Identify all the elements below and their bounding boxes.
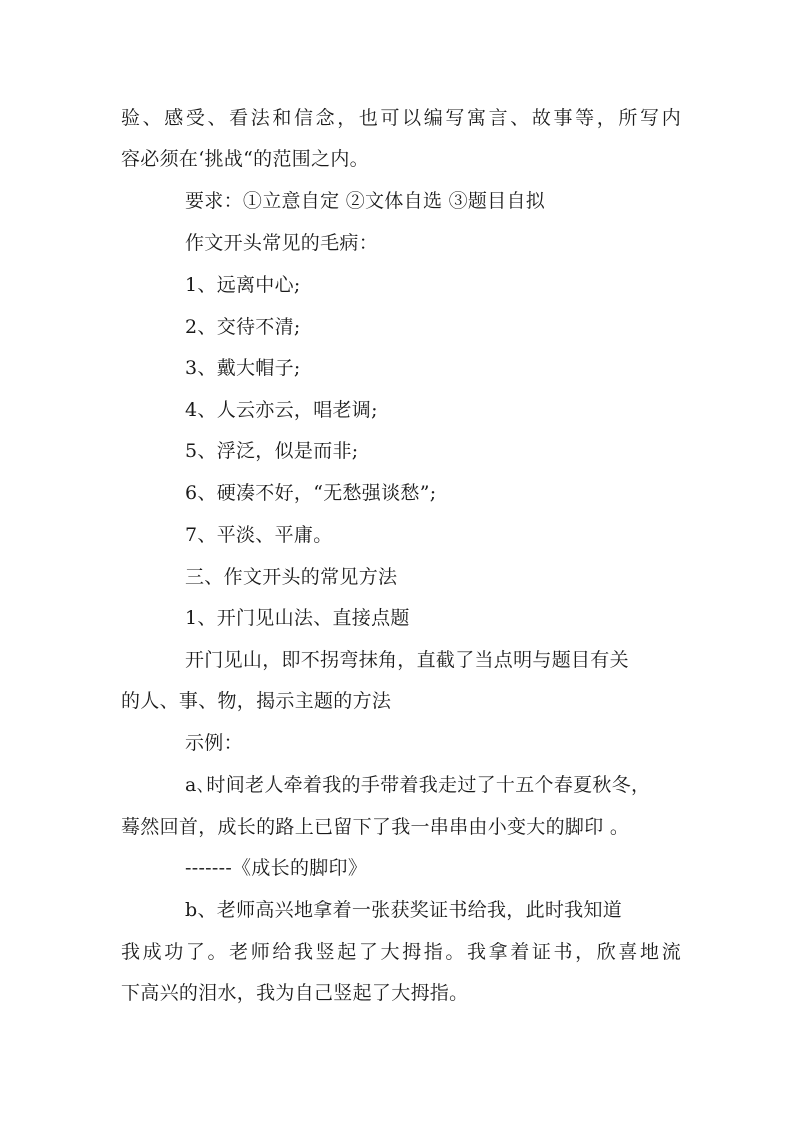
example-b-line-1: b、老师高兴地拿着一张获奖证书给我，此时我知道 [185, 899, 623, 921]
example-label: 示例： [185, 732, 243, 754]
text-line-1: 验、感受、看法和信念，也可以编写寓言、故事等，所写内 [121, 107, 681, 129]
section-heading-common-problems: 作文开头常见的毛病： [185, 232, 379, 254]
list-item-2: 2、交待不清; [185, 316, 301, 338]
list-item-4: 4、人云亦云，唱老调; [185, 399, 378, 421]
example-b-line-3: 下高兴的泪水，我为自己竖起了大拇指。 [121, 982, 469, 1004]
example-a-line-2: 蓦然回首，成长的路上已留下了我一串串由小变大的脚印 。 [121, 816, 630, 838]
requirements-line: 要求：①立意自定 ②文体自选 ③题目自拟 [185, 190, 546, 212]
method-description-line-1: 开门见山，即不拐弯抹角，直截了当点明与题目有关 [185, 649, 629, 671]
example-b-line-2: 我成功了。老师给我竖起了大拇指。我拿着证书，欣喜地流 [121, 941, 681, 963]
section-heading-methods: 三、作文开头的常见方法 [185, 566, 398, 588]
example-a-source: -------《成长的脚印》 [185, 857, 368, 879]
example-a-line-1: a､时间老人牵着我的手带着我走过了十五个春夏秋冬， [185, 774, 651, 796]
method-heading-1: 1、开门见山法、直接点题 [185, 607, 410, 629]
list-item-3: 3、戴大帽子; [185, 357, 301, 379]
list-item-5: 5、浮泛，似是而非; [185, 440, 359, 462]
list-item-7: 7、平淡、平庸。 [185, 524, 333, 546]
text-line-2: 容必须在‘挑战“的范围之内。 [121, 148, 369, 170]
list-item-1: 1、远离中心; [185, 274, 301, 296]
method-description-line-2: 的人、事、物，揭示主题的方法 [121, 690, 392, 712]
list-item-6: 6、硬凑不好，“无愁强谈愁”; [185, 482, 437, 504]
